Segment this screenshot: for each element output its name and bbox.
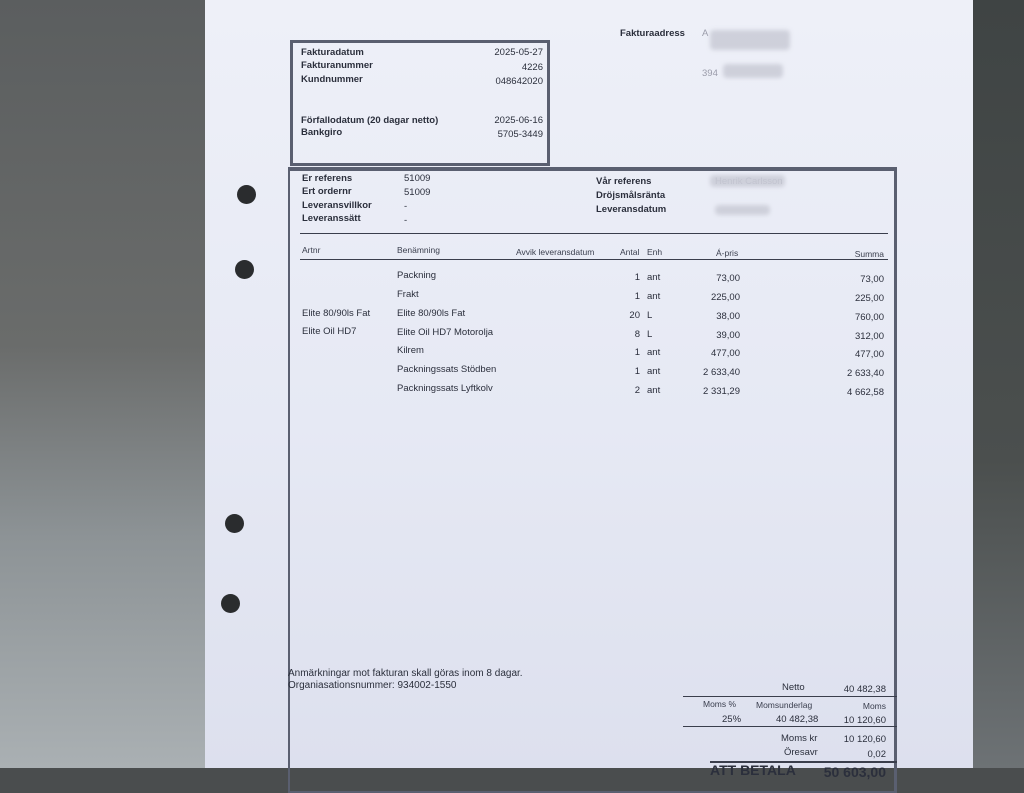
row-benamning: Frakt [397, 289, 419, 300]
redaction-blur [715, 205, 770, 215]
leveranssatt-label: Leveranssätt [302, 213, 361, 224]
fakturadatum-label: Fakturadatum [301, 47, 364, 58]
row-summa: 760,00 [854, 312, 884, 323]
leveranssatt-value: - [404, 215, 408, 226]
moms-pct-value: 25% [722, 714, 742, 725]
row-apris: 225,00 [710, 292, 740, 303]
row-apris: 2 331,29 [703, 386, 740, 397]
forfallodatum-label: Förfallodatum (20 dagar netto) [301, 115, 439, 126]
row-benamning: Packningssats Stödben [397, 364, 497, 375]
row-artnr: Elite Oil HD7 [302, 326, 357, 337]
invoice-main-box [288, 167, 897, 793]
row-summa: 312,00 [854, 331, 884, 342]
punch-hole [225, 514, 244, 533]
row-antal: 1 [634, 347, 640, 358]
kundnummer-label: Kundnummer [301, 74, 363, 85]
row-enh: L [647, 329, 653, 340]
var-referens-label: Vår referens [596, 176, 652, 187]
row-antal: 1 [634, 272, 640, 283]
punch-hole [221, 594, 240, 613]
row-antal: 20 [629, 310, 640, 321]
fakturaadress-label: Fakturaadress [620, 28, 685, 39]
row-benamning: Elite 80/90ls Fat [397, 308, 466, 319]
punch-hole [235, 260, 254, 279]
remarks-note: Anmärkningar mot fakturan skall göras inom 8 dagar. [288, 668, 523, 679]
fakturanummer-label: Fakturanummer [301, 60, 373, 71]
row-summa: 477,00 [854, 349, 884, 360]
moms-kr-value: 10 120,60 [843, 734, 886, 745]
fakturanummer-value: 4226 [521, 62, 543, 73]
moms-kr-label: Moms kr [781, 733, 818, 744]
row-apris: 39,00 [716, 330, 740, 341]
moms-label: Moms [862, 701, 886, 711]
col-antal: Antal [620, 247, 640, 257]
redaction-blur [710, 30, 790, 50]
kundnummer-value: 048642020 [495, 76, 543, 87]
col-summa: Summa [854, 249, 884, 259]
background-left [0, 0, 215, 768]
netto-label: Netto [782, 682, 805, 693]
punch-hole [237, 185, 256, 204]
fakturaadress-line2: 394 [702, 68, 718, 79]
row-benamning: Packning [397, 270, 437, 281]
row-summa: 2 633,40 [847, 368, 884, 379]
forfallodatum-value: 2025-06-16 [494, 115, 543, 126]
leveransvillkor-value: - [404, 201, 408, 212]
row-summa: 73,00 [860, 274, 884, 285]
divider [300, 259, 888, 260]
ert-ordernr-value: 51009 [404, 187, 431, 198]
col-benamning: Benämning [397, 245, 441, 255]
leveransvillkor-label: Leveransvillkor [302, 200, 372, 211]
ert-ordernr-label: Ert ordernr [302, 186, 352, 197]
row-antal: 2 [634, 385, 640, 396]
er-referens-label: Er referens [302, 173, 353, 184]
divider [683, 726, 897, 727]
oresavr-label: Öresavr [784, 747, 818, 758]
row-artnr: Elite 80/90ls Fat [302, 308, 371, 319]
er-referens-value: 51009 [404, 173, 431, 184]
row-apris: 38,00 [716, 311, 740, 322]
row-enh: ant [647, 291, 661, 302]
col-apris: Á-pris [716, 248, 739, 258]
row-benamning: Packningssats Lyftkolv [397, 383, 493, 394]
row-antal: 8 [634, 329, 640, 340]
fakturadatum-value: 2025-05-27 [494, 47, 543, 58]
row-apris: 477,00 [710, 348, 740, 359]
row-enh: L [647, 310, 653, 321]
momsunderlag-label: Momsunderlag [756, 700, 813, 710]
momsunderlag-value: 40 482,38 [776, 714, 819, 725]
col-enh: Enh [647, 247, 663, 257]
org-number: Organiasationsnummer: 934002-1550 [288, 680, 457, 691]
divider [300, 233, 888, 234]
row-benamning: Kilrem [397, 345, 424, 356]
redaction-blur [710, 175, 785, 187]
row-antal: 1 [634, 291, 640, 302]
background-right [966, 0, 1024, 768]
row-enh: ant [647, 366, 661, 377]
bankgiro-label: Bankgiro [301, 127, 343, 138]
leveransdatum-label: Leveransdatum [596, 204, 667, 215]
row-summa: 225,00 [854, 293, 884, 304]
oresavr-value: 0,02 [867, 749, 886, 760]
row-apris: 2 633,40 [703, 367, 740, 378]
redaction-blur [723, 64, 783, 78]
col-artnr: Artnr [302, 245, 321, 255]
invoice-info-box [290, 40, 550, 166]
row-apris: 73,00 [716, 273, 740, 284]
fakturaadress-value: A [702, 28, 709, 39]
moms-pct-label: Moms % [703, 699, 737, 709]
divider [683, 696, 897, 697]
col-avvik: Avvik leveransdatum [516, 247, 595, 257]
att-betala-label: ATT BETALA [710, 762, 796, 778]
att-betala-value: 50 603,00 [823, 764, 886, 780]
row-benamning: Elite Oil HD7 Motorolja [397, 327, 494, 338]
invoice-paper [205, 0, 973, 780]
row-summa: 4 662,58 [847, 387, 884, 398]
netto-value: 40 482,38 [843, 684, 886, 695]
moms-value: 10 120,60 [843, 715, 886, 726]
row-enh: ant [647, 385, 661, 396]
drojsmalsranta-label: Dröjsmålsränta [596, 190, 666, 201]
bankgiro-value: 5705-3449 [497, 129, 543, 140]
row-antal: 1 [634, 366, 640, 377]
row-enh: ant [647, 272, 661, 283]
row-enh: ant [647, 347, 661, 358]
